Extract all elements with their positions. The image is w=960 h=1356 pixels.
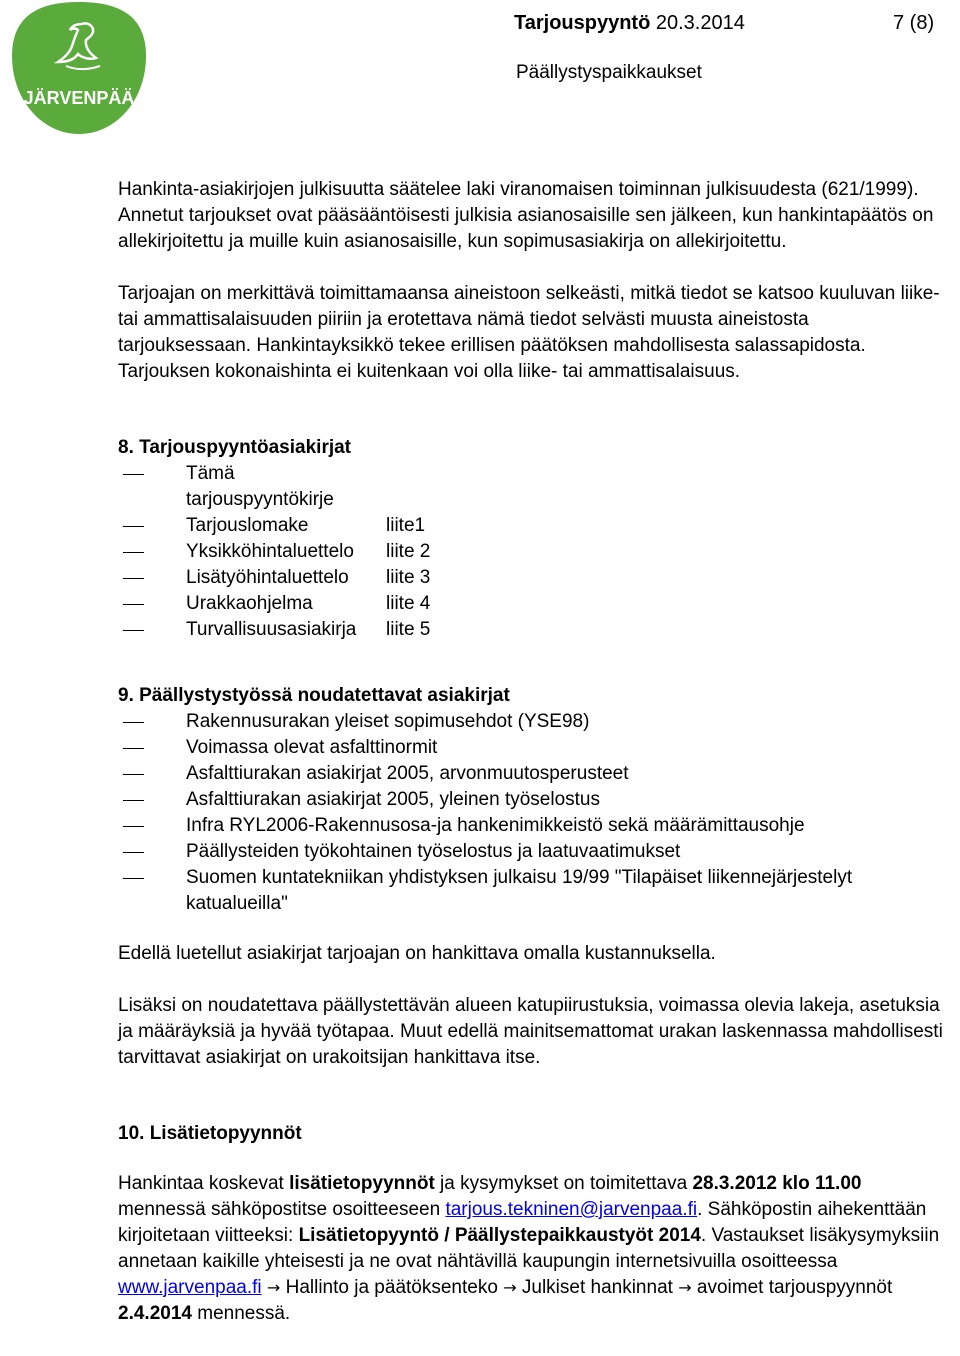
dash-icon (123, 474, 144, 475)
document-name: Tämä tarjouspyyntökirje (186, 463, 334, 510)
email-subject: Lisätietopyyntö / Päällystepaikkaustyöt 2014 (298, 1225, 701, 1246)
list-item (118, 565, 944, 591)
document-name: Yksikköhintaluettelo (186, 541, 354, 562)
nav-path-step: avoimet tarjouspyynnöt (696, 1277, 893, 1298)
nav-path-step: Julkiset hankinnat (521, 1277, 673, 1298)
dash-icon (123, 800, 144, 801)
paragraph-inquiries (118, 1171, 944, 1327)
text-span: ja kysymykset on toimitettava (434, 1173, 693, 1194)
list-item (118, 591, 944, 617)
document-body (118, 177, 944, 1327)
dash-icon (123, 630, 144, 631)
text-span: mennessä. (191, 1303, 291, 1324)
text-span: . Sähköpostin aihekenttään kirjoitetaan viitteeksi: (118, 1199, 927, 1246)
document-name: Tarjouslomake (186, 515, 309, 536)
section-8-list (118, 461, 944, 643)
document-date: 20.3.2014 (655, 12, 745, 34)
nav-path-step: Hallinto ja päätöksenteko (285, 1277, 498, 1298)
answers-deadline: 2.4.2014 (118, 1303, 192, 1324)
dash-icon (123, 852, 144, 853)
text-span: mennessä sähköpostitse osoitteeseen (118, 1199, 446, 1220)
list-item (118, 709, 944, 735)
inquiry-deadline: 28.3.2012 klo 11.00 (692, 1173, 862, 1194)
attachment-label: liite1 (386, 515, 426, 536)
dash-icon (123, 774, 144, 775)
list-item (118, 787, 944, 813)
list-item (118, 513, 944, 539)
document-name: Turvallisuusasiakirja (186, 619, 357, 640)
logo-text: JÄRVENPÄÄ (23, 88, 135, 108)
text-span: . Vastaukset lisäkysymyksiin annetaan kaikille yhteisesti ja ne ovat nähtävillä kaupungin internetsivuilla osoitteessa (118, 1225, 940, 1272)
dash-icon (123, 878, 144, 879)
document-name: Rakennusurakan yleiset sopimusehdot (YSE98) (186, 711, 590, 732)
document-name: Urakkaohjelma (186, 593, 313, 614)
attachment-label: liite 5 (386, 619, 431, 640)
section-9-heading: 9. Päällystystyössä noudatettavat asiakirjat (118, 685, 510, 706)
dash-icon (123, 826, 144, 827)
section-8-heading: 8. Tarjouspyyntöasiakirjat (118, 437, 352, 458)
arrow-right-icon: → (678, 1278, 692, 1297)
paragraph-publicity: Hankinta-asiakirjojen julkisuutta säätelee laki viranomaisen toiminnan julkisuudesta (621/1999). Annetut tarjoukset ovat pääsääntöisesti julkisia asianosaisille sen jälkeen, kun hankintapäätös on allekirjoitettu ja muille kuin asianosaisille, kun sopimusasiakirja on allekirjoitettu. (118, 179, 934, 252)
document-name: Voimassa olevat asfalttinormit (186, 737, 438, 758)
arrow-right-icon: → (503, 1278, 517, 1297)
list-item (118, 461, 944, 513)
document-title-name: Tarjouspyyntö (514, 12, 651, 34)
text-span: Hankintaa koskevat (118, 1173, 290, 1194)
list-item (118, 539, 944, 565)
website-link[interactable]: www.jarvenpaa.fi (118, 1277, 262, 1298)
section-10-heading: 10. Lisätietopyynnöt (118, 1123, 302, 1144)
document-name: Lisätyöhintaluettelo (186, 567, 349, 588)
list-item (118, 617, 944, 643)
document-title (514, 10, 745, 36)
page-number: 7 (8) (893, 12, 935, 34)
document-name: Infra RYL2006-Rakennusosa-ja hankenimikkeistö sekä määrämittausohje (186, 815, 805, 836)
paragraph-costs: Edellä luetellut asiakirjat tarjoajan on hankittava omalla kustannuksella. (118, 943, 716, 964)
jarvenpaa-logo (6, 0, 152, 138)
list-item (118, 813, 944, 839)
paragraph-confidentiality: Tarjoajan on merkittävä toimittamaansa aineistoon selkeästi, mitkä tiedot se katsoo kuuluvan liike- tai ammattisalaisuuden piiriin ja erotettava nämä tiedot selvästi muusta aineistosta tarjouksessaan. Hankintayksikkö tekee erillisen päätöksen mahdollisesta salassapidosta. Tarjouksen kokonaishinta ei kuitenkaan voi olla liike- tai ammattisalaisuus. (118, 283, 940, 382)
attachment-label: liite 2 (386, 541, 431, 562)
document-subtitle: Päällystyspaikkaukset (516, 62, 702, 83)
document-name: Asfalttiurakan asiakirjat 2005, arvonmuutosperusteet (186, 763, 629, 784)
document-name: Päällysteiden työkohtainen työselostus ja laatuvaatimukset (186, 841, 681, 862)
dash-icon (123, 748, 144, 749)
list-item (118, 735, 944, 761)
dash-icon (123, 722, 144, 723)
list-item (118, 865, 944, 917)
email-link[interactable]: tarjous.tekninen@jarvenpaa.fi (445, 1199, 698, 1220)
list-item (118, 839, 944, 865)
dash-icon (123, 578, 144, 579)
document-name: Suomen kuntatekniikan yhdistyksen julkaisu 19/99 "Tilapäiset liikennejärjestelyt katualueilla" (186, 867, 853, 914)
list-item (118, 761, 944, 787)
attachment-label: liite 4 (386, 593, 431, 614)
attachment-label: liite 3 (386, 567, 431, 588)
arrow-right-icon: → (266, 1278, 281, 1297)
paragraph-additional-rules: Lisäksi on noudatettava päällystettävän alueen katupiirustuksia, voimassa olevia lakeja, asetuksia ja määräyksiä ja hyvää työtapaa. Muut edellä mainitsemattomat urakan laskennassa mahdollisesti tarvittavat asiakirjat on urakoitsijan hankittava itse. (118, 995, 943, 1068)
section-9-list (118, 709, 944, 917)
dash-icon (123, 604, 144, 605)
jarvenpaa-logo-icon (6, 0, 152, 138)
dash-icon (123, 552, 144, 553)
dash-icon (123, 526, 144, 527)
text-span: lisätietopyynnöt (289, 1173, 435, 1194)
document-name: Asfalttiurakan asiakirjat 2005, yleinen työselostus (186, 789, 601, 810)
